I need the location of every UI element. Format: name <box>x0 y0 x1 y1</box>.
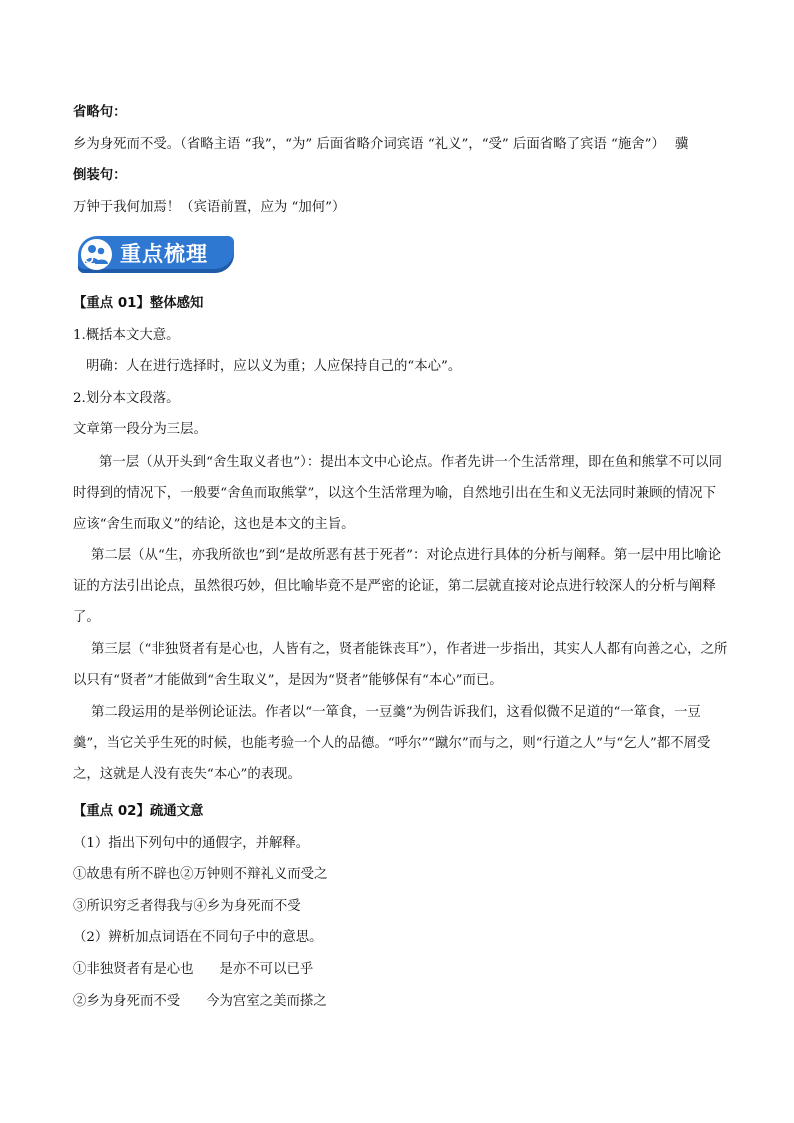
question-2-line-2-a: ②乡为身死而不受 <box>73 994 181 1009</box>
omit-sentence-body: 乡为身死而不受。（省略主语 “我”，“为” 后面省略介词宾语 “礼义”，“受” 后面省略了宾语 “施舍”） <box>73 137 665 152</box>
people-icon <box>81 239 112 270</box>
point-02-heading: 【重点 02】疏通文意 <box>73 804 204 819</box>
section-badge-label: 重点梳理 <box>120 242 208 266</box>
question-1-line-1: ①故患有所不辟也②万钟则不辩礼义而受之 <box>73 867 328 882</box>
item-2: 2.划分本文段落。 <box>73 391 180 406</box>
omit-sentence-trailing: 骥 <box>674 137 689 152</box>
question-2-line-1-a: ①非独贤者有是心也 <box>73 962 194 977</box>
item-2-intro: 文章第一段分为三层。 <box>73 422 207 437</box>
omit-sentence-heading: 省略句： <box>73 105 127 120</box>
layer-3-paragraph: 第三层（“非独贤者有是心也，人皆有之，贤者能铢丧耳”），作者进一步指出，其实人人都有向善之心，之所以只有“贤者”才能做到“舍生取义”，是因为“贤者”能够保有“本心”而已。 <box>73 642 728 688</box>
item-1: 1.概括本文大意。 <box>73 328 180 343</box>
second-paragraph-analysis: 第二段运用的是举例论证法。作者以“一箪食，一豆羹”为例告诉我们，这看似微不足道的“一箪食，一豆羹”，当它关乎生死的时候，也能考验一个人的品德。“呼尔”“蹴尔”而与之，则“行道之人”与“乞人”都不屑受之，这就是人没有丧失“本心”的表现。 <box>73 705 711 782</box>
inversion-sentence-text: 万钟于我何加焉！（宾语前置，应为 “加何”） <box>73 200 346 215</box>
question-2: （2）辨析加点词语在不同句子中的意思。 <box>73 930 323 945</box>
section-badge <box>78 236 234 273</box>
item-1-answer: 明确：人在进行选择时，应以义为重；人应保持自己的“本心”。 <box>86 359 462 374</box>
question-2-line-2-b: 今为宫室之美而搽之 <box>206 994 327 1009</box>
layer-2-paragraph: 第二层（从“生，亦我所欲也”到“是故所恶有甚于死者”：对论点进行具体的分析与阐释。第一层中用比喻论证的方法引出论点，虽然很巧妙，但比喻毕竟不是严密的论证，第二层就直接对论点进行较深人的分析与阐释了。 <box>73 548 721 625</box>
inversion-sentence-heading: 倒装句： <box>73 168 127 183</box>
question-2-line-2 <box>73 993 327 1011</box>
question-2-line-1 <box>73 961 313 979</box>
layer-1-paragraph: 第一层（从开头到“舍生取义者也”）：提出本文中心论点。作者先讲一个生活常理，即在鱼和熊掌不可以同时得到的情况下，一般要“舍鱼而取熊掌”，以这个生活常理为喻，自然地引出在生和义无法同时兼顾的情况下应该“舍生而取义”的结论，这也是本文的主旨。 <box>73 455 722 532</box>
question-1: （1）指出下列句中的通假字，并解释。 <box>73 836 310 851</box>
point-01-heading: 【重点 01】整体感知 <box>73 296 204 311</box>
question-2-line-1-b: 是亦不可以已乎 <box>219 962 314 977</box>
question-1-line-2: ③所识穷乏者得我与④乡为身死而不受 <box>73 899 301 914</box>
omit-sentence-text <box>73 136 688 154</box>
